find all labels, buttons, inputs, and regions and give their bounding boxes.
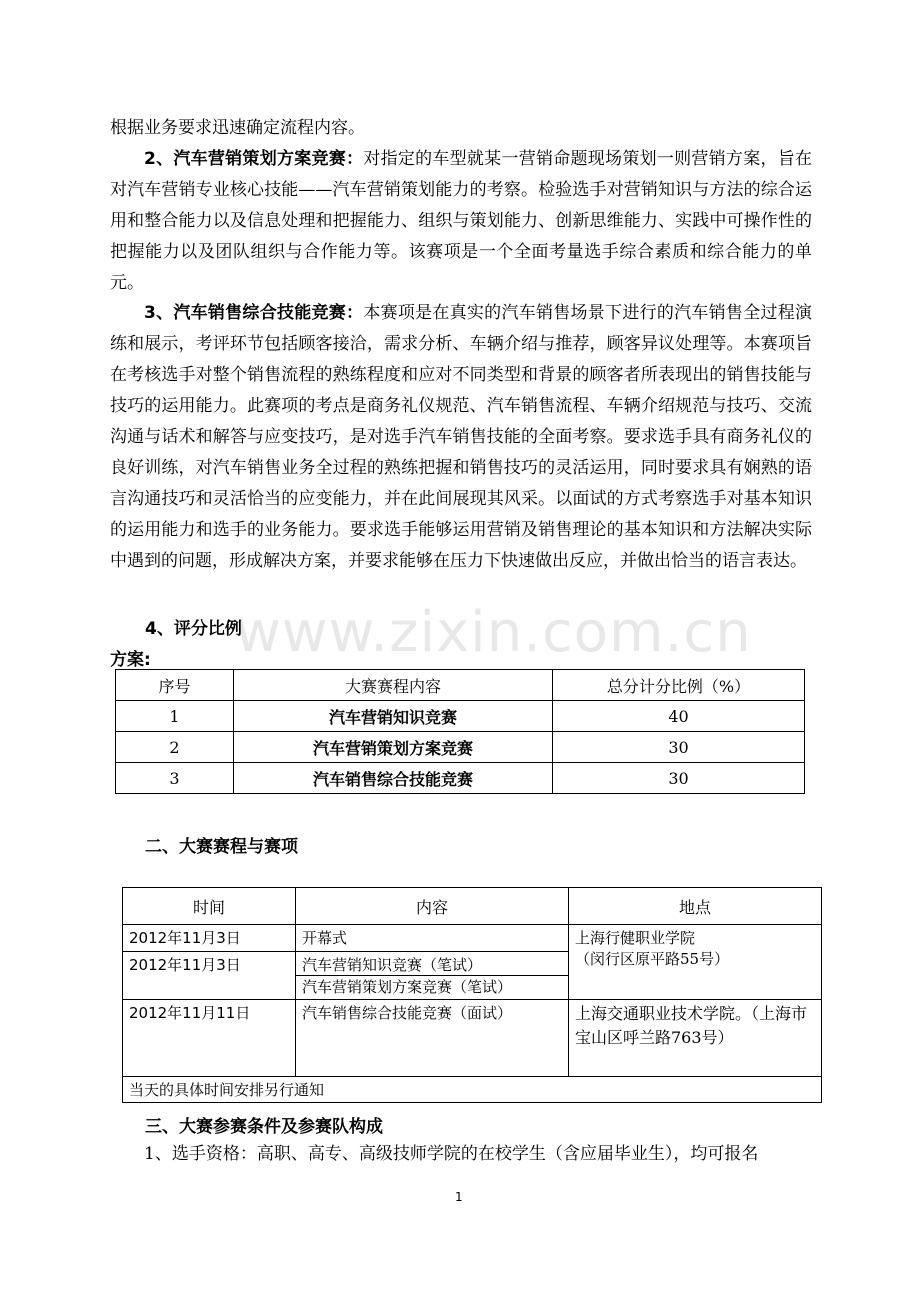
row-number: 2 (116, 732, 234, 763)
paragraph-intro (110, 113, 812, 144)
date-cell: 2012年11月3日 (123, 952, 296, 1000)
table-row (116, 701, 805, 732)
section-heading-schedule: 二、大赛赛程与赛项 (145, 837, 298, 857)
note-cell: 当天的具体时间安排另行通知 (123, 1077, 822, 1103)
table-row (123, 1000, 822, 1077)
header-cell: 序号 (116, 670, 234, 701)
sales-body: 本赛项是在真实的汽车销售场景下进行的汽车销售全过程演练和展示，考评环节包括顾客接洽，需求分析、车辆介绍与推荐，顾客异议处理等。本赛项旨在考核选手对整个销售流程的熟练程度和应对不同类型和背景的顾客者所表现出的销售技能与技巧的运用能力。此赛项的考点是商务礼仪规范、汽车销售流程、车辆介绍规范与技巧、交流沟通与话术和解答与应变技巧，是对选手汽车销售技能的全面考察。要求选手具有商务礼仪的良好训练，对汽车销售业务全过程的熟练把握和销售技巧的灵活运用，同时要求具有娴熟的语言沟通技巧和灵活恰当的应变能力，并在此间展现其风采。以面试的方式考察选手对基本知识的运用能力和选手的业务能力。要求选手能够运用营销及销售理论的基本知识和方法解决实际中遇到的问题，形成解决方案，并要求能够在压力下快速做出反应，并做出恰当的语言表达。 (110, 303, 813, 571)
row-number: 3 (116, 763, 234, 794)
content-cell: 开幕式 (296, 925, 569, 952)
content-cell (296, 952, 569, 1000)
paragraph-sales (110, 298, 812, 577)
date-cell: 2012年11月3日 (123, 925, 296, 952)
header-cell: 内容 (296, 888, 569, 925)
plan-label: 方案: (110, 650, 151, 670)
table-row (123, 925, 822, 952)
content-line: 汽车营销策划方案竞赛（笔试） (296, 975, 568, 997)
paragraph-planning (110, 144, 812, 299)
row-item: 汽车销售综合技能竞赛 (234, 763, 553, 794)
header-cell: 大赛赛程内容 (234, 670, 553, 701)
sales-title: 3、汽车销售综合技能竞赛： (144, 303, 364, 323)
section-heading-score: 4、评分比例 (145, 619, 242, 639)
header-cell: 总分计分比例（%） (553, 670, 805, 701)
location-cell (569, 925, 822, 1000)
row-ratio: 30 (553, 732, 805, 763)
table-row (116, 763, 805, 794)
content-line: 汽车营销知识竞赛（笔试） (302, 956, 483, 974)
planning-body: 对指定的车型就某一营销命题现场策划一则营销方案，旨在对汽车营销专业核心技能——汽车营销策划能力的考察。检验选手对营销知识与方法的综合运用和整合能力以及信息处理和把握能力、组织与策划能力、创新思维能力、实践中可操作性的把握能力以及团队组织与合作能力等。该赛项是一个全面考量选手综合素质和综合能力的单元。 (110, 149, 813, 293)
eligibility-text: 1、选手资格：高职、高专、高级技师学院的在校学生（含应届毕业生），均可报名 (144, 1144, 759, 1164)
location-address: （闵行区原平路55号） (575, 950, 730, 968)
content-cell: 汽车销售综合技能竞赛（面试） (296, 1000, 569, 1077)
page-number: 1 (455, 1190, 463, 1204)
row-ratio: 30 (553, 763, 805, 794)
row-number: 1 (116, 701, 234, 732)
watermark: www.zixin.com.cn (235, 600, 752, 665)
row-item: 汽车营销策划方案竞赛 (234, 732, 553, 763)
intro-text: 根据业务要求迅速确定流程内容。 (110, 118, 365, 138)
paragraph-eligibility (110, 1139, 812, 1170)
score-table (115, 669, 805, 794)
table-header-row (116, 670, 805, 701)
table-row (123, 1077, 822, 1103)
table-header-row (123, 888, 822, 925)
location-cell: 上海交通职业技术学院。（上海市宝山区呼兰路763号） (569, 1000, 822, 1077)
date-cell: 2012年11月11日 (123, 1000, 296, 1077)
schedule-table (122, 887, 822, 1103)
header-cell: 地点 (569, 888, 822, 925)
table-row (116, 732, 805, 763)
section-heading-conditions: 三、大赛参赛条件及参赛队构成 (145, 1117, 383, 1137)
row-item: 汽车营销知识竞赛 (234, 701, 553, 732)
location-name: 上海行健职业学院 (575, 929, 696, 947)
row-ratio: 40 (553, 701, 805, 732)
header-cell: 时间 (123, 888, 296, 925)
planning-title: 2、汽车营销策划方案竞赛： (144, 149, 364, 169)
